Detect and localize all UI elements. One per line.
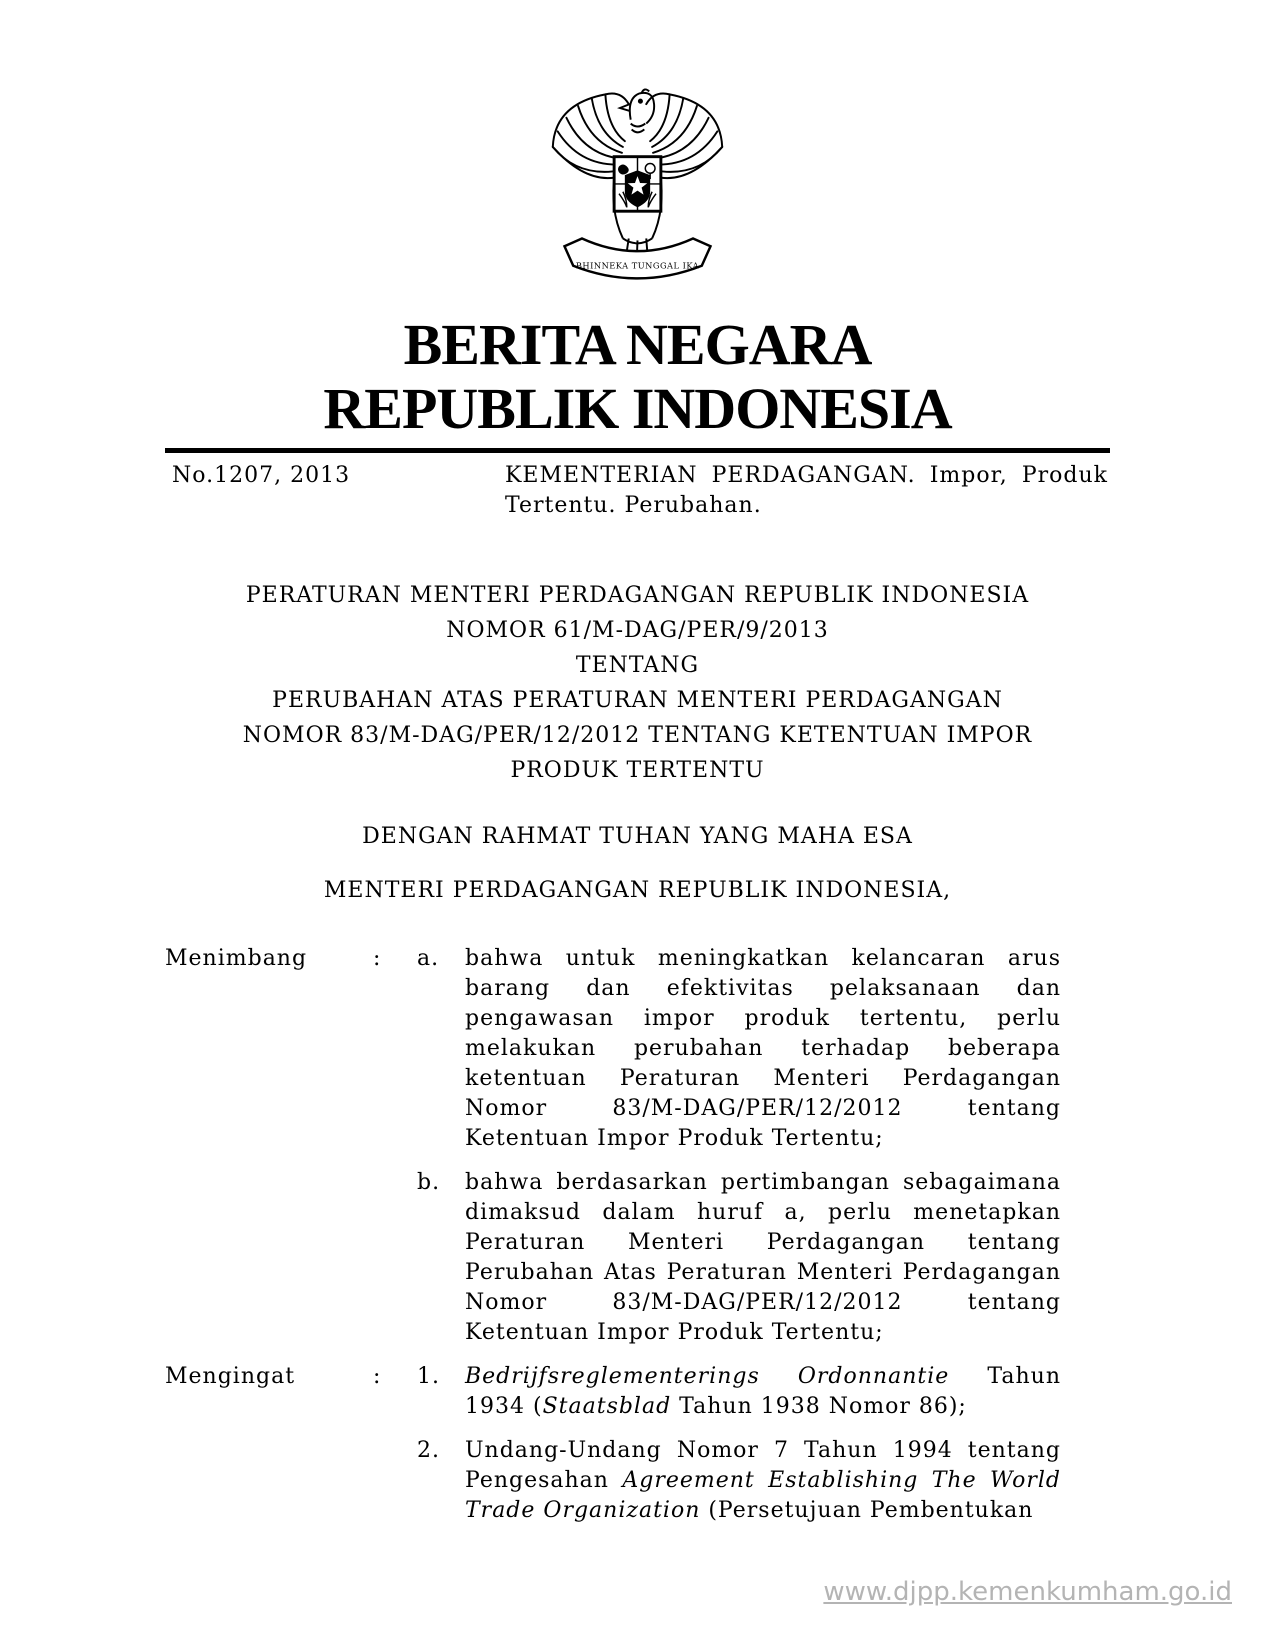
clause-mengingat [165, 1362, 1275, 1526]
clause-mengingat-items [417, 1362, 1061, 1526]
heading-line-2: NOMOR 61/M-DAG/PER/9/2013 [446, 618, 829, 643]
item-text: Undang-Undang Nomor 7 Tahun 1994 tentang Pengesahan Agreement Establishing The World Trade Organization (Persetujuan Pembentukan [465, 1438, 1061, 1523]
gazette-subject: KEMENTERIAN PERDAGANGAN. Impor, Produk Tertentu. Perubahan. [505, 463, 1108, 518]
clause-menimbang [165, 944, 1275, 1348]
masthead [0, 313, 1275, 441]
garuda-pancasila-emblem [545, 84, 730, 280]
heading-line-3: TENTANG [575, 653, 700, 678]
watermark-link[interactable]: www.djpp.kemenkumham.go.id [823, 1577, 1232, 1607]
heading-line-1: PERATURAN MENTERI PERDAGANGAN REPUBLIK INDONESIA [245, 583, 1030, 608]
invocation-line: DENGAN RAHMAT TUHAN YANG MAHA ESA [362, 824, 913, 849]
item-text: Bedrijfsreglementerings Ordonnantie Tahun 1934 (Staatsblad Tahun 1938 Nomor 86); [465, 1364, 1061, 1419]
clause-mengingat-colon: : [373, 1364, 382, 1389]
masthead-title-line2: REPUBLIK INDONESIA [323, 376, 952, 441]
heading-line-4: PERUBAHAN ATAS PERATURAN MENTERI PERDAGANGAN [272, 688, 1003, 713]
clause-mengingat-label: Mengingat [165, 1364, 296, 1389]
masthead-rule [165, 448, 1110, 453]
item-marker: a. [417, 946, 440, 971]
menimbang-item-b [417, 1168, 1061, 1348]
gazette-info-row [172, 461, 1275, 521]
heading-line-5: NOMOR 83/M-DAG/PER/12/2012 TENTANG KETENTUAN IMPOR [242, 723, 1033, 748]
masthead-title-line1: BERITA NEGARA [403, 312, 872, 377]
emblem-container [0, 0, 1275, 289]
mengingat-item-2 [417, 1436, 1061, 1526]
heading-line-6: PRODUK TERTENTU [510, 758, 765, 783]
item-marker: b. [417, 1170, 441, 1195]
clause-menimbang-items [417, 944, 1061, 1348]
emblem-motto: BHINNEKA TUNGGAL IKA [575, 260, 700, 271]
regulation-heading [165, 578, 1110, 788]
mengingat-item-1 [417, 1362, 1061, 1422]
gazette-number: No.1207, 2013 [172, 463, 351, 488]
menimbang-item-a [417, 944, 1061, 1154]
clause-menimbang-colon: : [373, 946, 382, 971]
item-marker: 2. [417, 1438, 440, 1463]
authority-line: MENTERI PERDAGANGAN REPUBLIK INDONESIA, [323, 878, 952, 903]
item-marker: 1. [417, 1364, 440, 1389]
item-text: bahwa berdasarkan pertimbangan sebagaimana dimaksud dalam huruf a, perlu menetapkan Peraturan Menteri Perdagangan tentang Perubahan Atas Peraturan Menteri Perdagangan Nomor 83/M-DAG/PER/12/2012 tentang Ketentuan Impor Produk Tertentu; [465, 1170, 1061, 1345]
clause-menimbang-label: Menimbang [165, 946, 308, 971]
item-text: bahwa untuk meningkatkan kelancaran arus barang dan efektivitas pelaksanaan dan pengawasan impor produk tertentu, perlu melakukan perubahan terhadap beberapa ketentuan Peraturan Menteri Perdagangan Nomor 83/M-DAG/PER/12/2012 tentang Ketentuan Impor Produk Tertentu; [465, 946, 1061, 1151]
